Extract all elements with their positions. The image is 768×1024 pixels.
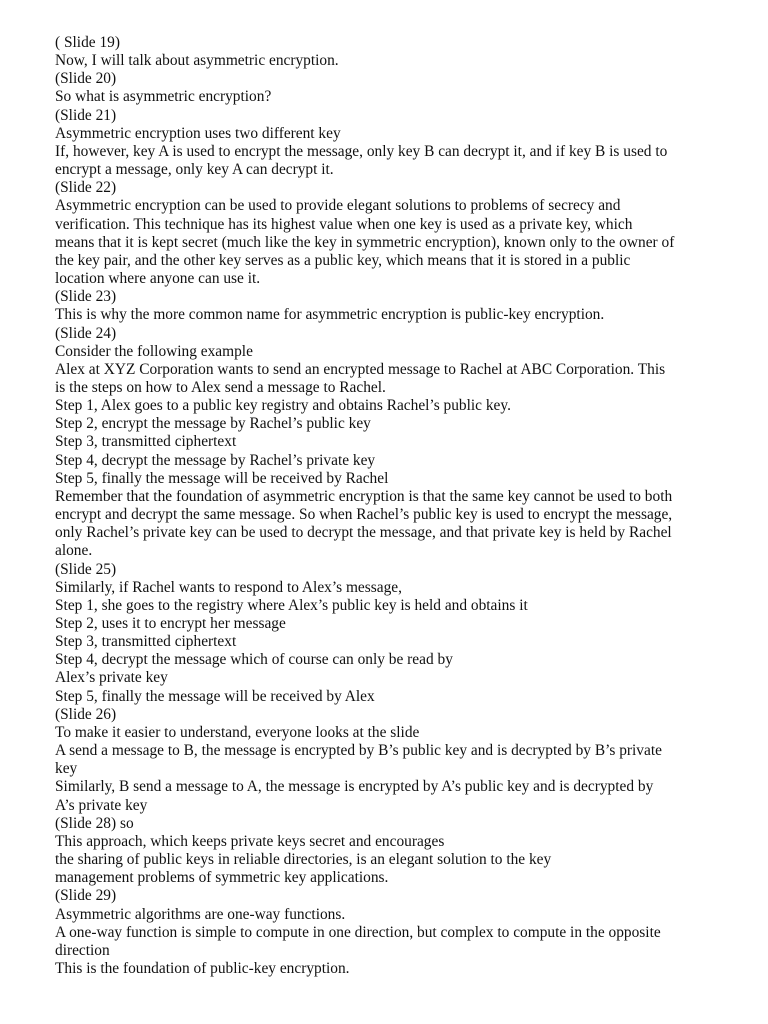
text-line: Asymmetric encryption uses two different key bbox=[55, 124, 341, 142]
text-line: Step 5, finally the message will be received by Rachel bbox=[55, 469, 389, 487]
text-line: Similarly, B send a message to A, the message is encrypted by A’s public key and is decrypted by bbox=[55, 778, 654, 796]
text-line: So what is asymmetric encryption? bbox=[55, 88, 272, 106]
text-line: Step 4, decrypt the message which of course can only be read by bbox=[55, 651, 453, 669]
text-line: only Rachel’s private key can be used to decrypt the message, and that private key is held by Rachel bbox=[55, 524, 672, 542]
text-line: the key pair, and the other key serves as a public key, which means that it is stored in a public bbox=[55, 251, 631, 269]
text-line: encrypt a message, only key A can decrypt it. bbox=[55, 161, 334, 179]
text-line: (Slide 23) bbox=[55, 288, 117, 306]
text-line: Asymmetric algorithms are one-way functions. bbox=[55, 905, 346, 923]
text-line: Step 1, she goes to the registry where Alex’s public key is held and obtains it bbox=[55, 596, 528, 614]
text-line: (Slide 24) bbox=[55, 324, 117, 342]
text-line: Step 2, encrypt the message by Rachel’s public key bbox=[55, 415, 371, 433]
text-line: key bbox=[55, 760, 78, 778]
text-line: A one-way function is simple to compute in one direction, but complex to compute in the opposite bbox=[55, 923, 661, 941]
text-line: (Slide 26) bbox=[55, 705, 117, 723]
text-line: Step 1, Alex goes to a public key registry and obtains Rachel’s public key. bbox=[55, 397, 511, 415]
text-line: is the steps on how to Alex send a message to Rachel. bbox=[55, 378, 386, 396]
text-line: Now, I will talk about asymmetric encryption. bbox=[55, 52, 339, 70]
text-line: This is why the more common name for asymmetric encryption is public-key encryption. bbox=[55, 306, 605, 324]
text-line: A send a message to B, the message is encrypted by B’s public key and is decrypted by B’s private bbox=[55, 742, 662, 760]
text-line: (Slide 29) bbox=[55, 887, 117, 905]
text-line: means that it is kept secret (much like the key in symmetric encryption), known only to the owner of bbox=[55, 233, 675, 251]
text-line: Alex at XYZ Corporation wants to send an encrypted message to Rachel at ABC Corporation. This bbox=[55, 360, 666, 378]
text-line: This is the foundation of public-key encryption. bbox=[55, 959, 350, 977]
text-line: Remember that the foundation of asymmetric encryption is that the same key cannot be used to both bbox=[55, 487, 673, 505]
text-line: verification. This technique has its highest value when one key is used as a private key, which bbox=[55, 215, 633, 233]
text-line: location where anyone can use it. bbox=[55, 270, 261, 288]
text-line: management problems of symmetric key applications. bbox=[55, 869, 389, 887]
text-line: (Slide 25) bbox=[55, 560, 117, 578]
text-line: direction bbox=[55, 941, 110, 959]
text-line: (Slide 21) bbox=[55, 106, 117, 124]
text-line: Step 5, finally the message will be received by Alex bbox=[55, 687, 375, 705]
text-line: Step 3, transmitted ciphertext bbox=[55, 633, 237, 651]
text-line: (Slide 28) so bbox=[55, 814, 134, 832]
text-line: Step 3, transmitted ciphertext bbox=[55, 433, 237, 451]
text-line: Step 4, decrypt the message by Rachel’s private key bbox=[55, 451, 376, 469]
text-line: ( Slide 19) bbox=[55, 34, 120, 51]
transcript-text bbox=[55, 34, 745, 978]
text-line: encrypt and decrypt the same message. So when Rachel’s public key is used to encrypt the message, bbox=[55, 506, 673, 524]
text-line: Step 2, uses it to encrypt her message bbox=[55, 615, 286, 632]
text-line: (Slide 20) bbox=[55, 70, 117, 88]
text-line: Consider the following example bbox=[55, 342, 253, 360]
text-line: alone. bbox=[55, 542, 93, 560]
text-line: To make it easier to understand, everyone looks at the slide bbox=[55, 723, 420, 741]
text-line: Alex’s private key bbox=[55, 669, 168, 687]
text-line: This approach, which keeps private keys secret and encourages bbox=[55, 832, 445, 850]
text-line: Asymmetric encryption can be used to provide elegant solutions to problems of secrecy and bbox=[55, 197, 621, 215]
text-line: (Slide 22) bbox=[55, 179, 117, 197]
text-line: the sharing of public keys in reliable directories, is an elegant solution to the key bbox=[55, 851, 552, 869]
text-line: If, however, key A is used to encrypt the message, only key B can decrypt it, and if key B is used to bbox=[55, 142, 668, 160]
text-line: A’s private key bbox=[55, 796, 148, 814]
text-line: Similarly, if Rachel wants to respond to Alex’s message, bbox=[55, 578, 402, 596]
